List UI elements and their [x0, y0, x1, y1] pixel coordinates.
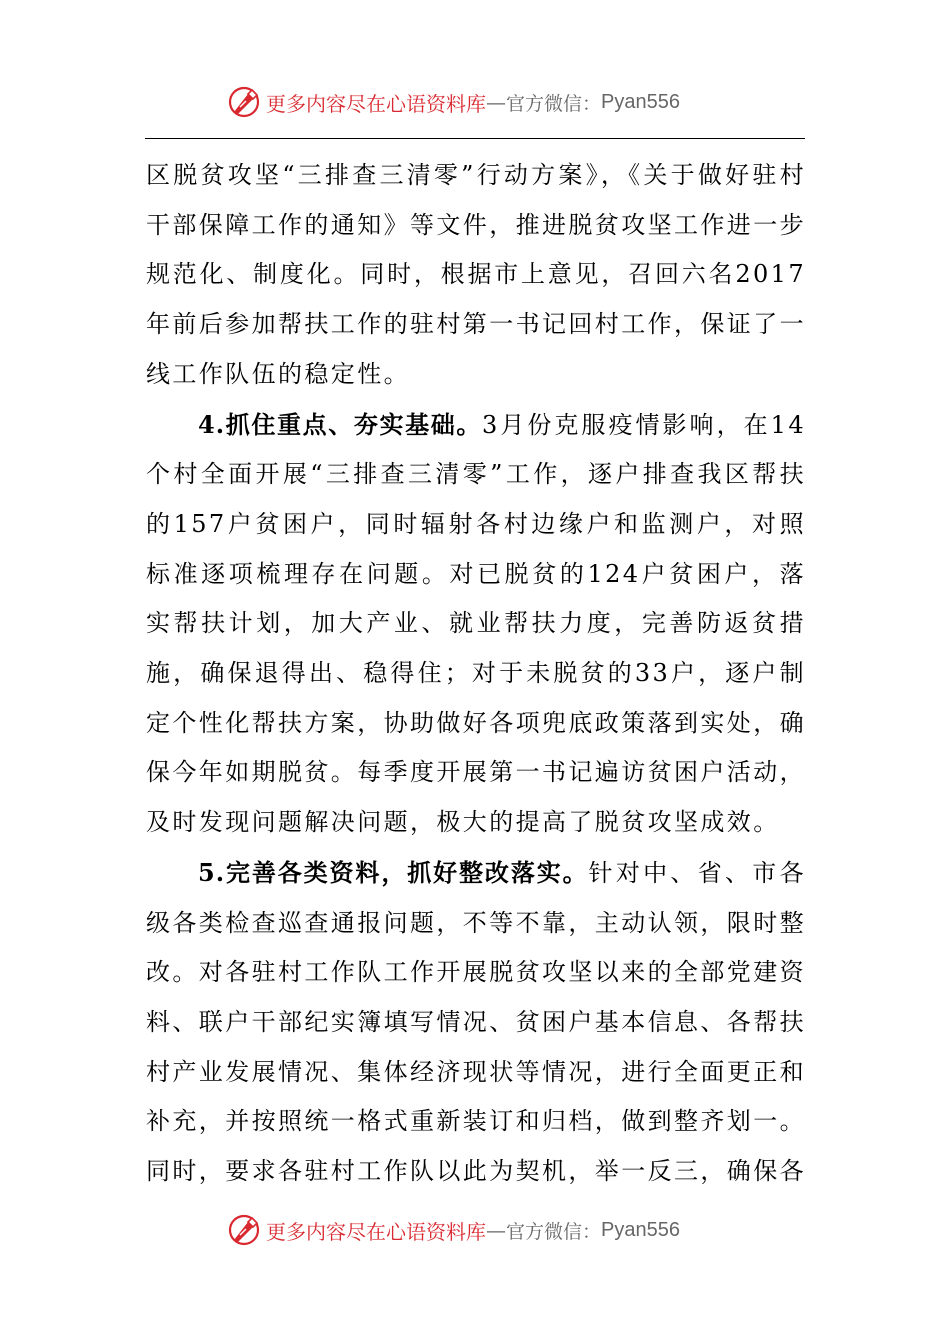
- header-divider: [145, 138, 805, 139]
- pen-nib-logo-icon: [226, 1212, 262, 1248]
- item-5-body: 针对中、省、市各级各类检查巡查通报问题，不等不靠，主动认领，限时整改。对各驻村工作队工作开展脱贫攻坚以来的全部党建资料、联户干部纪实簿填写情况、贫困户基本信息、各帮扶村产业发展情况、集体经济现状等情况，进行全面更正和补充，并按照统一格式重新装订和归档，做到整齐划一。同时，要求各驻村工作队以此为契机，举一反三，确保各: [146, 858, 806, 1186]
- footer-dash: —: [486, 1218, 506, 1242]
- paragraph-item-4: [146, 400, 806, 848]
- footer-label: 官方微信：: [506, 1220, 602, 1243]
- item-5-heading: 5.完善各类资料，抓好整改落实。: [198, 857, 589, 887]
- header-banner: [226, 82, 746, 122]
- item-4-body: 3月份克服疫情影响，在14个村全面开展“三排查三清零”工作，逐户排查我区帮扶的157户贫困户，同时辐射各村边缘户和监测户，对照标准逐项梳理存在问题。对已脱贫的124户贫困户，落实帮扶计划，加大产业、就业帮扶力度，完善防返贫措施，确保退得出、稳得住；对于未脱贫的33户，逐户制定个性化帮扶方案，协助做好各项兜底政策落到实处，确保今年如期脱贫。每季度开展第一书记遍访贫困户活动，及时发现问题解决问题，极大的提高了脱贫攻坚成效。: [146, 410, 806, 837]
- footer-banner: [226, 1210, 746, 1250]
- header-brand-text: 更多内容尽在心语资料库: [266, 91, 486, 116]
- header-label: 官方微信：: [506, 92, 602, 115]
- body-text: [146, 151, 806, 1197]
- footer-brand-text: 更多内容尽在心语资料库: [266, 1219, 486, 1244]
- pen-nib-logo-icon: [226, 84, 262, 120]
- footer-account: Pyan556: [601, 1218, 680, 1241]
- header-account: Pyan556: [601, 90, 680, 113]
- item-4-heading: 4.抓住重点、夯实基础。: [198, 409, 483, 439]
- paragraph-continuation: 区脱贫攻坚“三排查三清零”行动方案》，《关于做好驻村干部保障工作的通知》等文件，推进脱贫攻坚工作进一步规范化、制度化。同时，根据市上意见，召回六名2017年前后参加帮扶工作的驻村第一书记回村工作，保证了一线工作队伍的稳定性。: [146, 161, 806, 388]
- header-dash: —: [486, 90, 506, 114]
- paragraph-item-5: [146, 848, 806, 1197]
